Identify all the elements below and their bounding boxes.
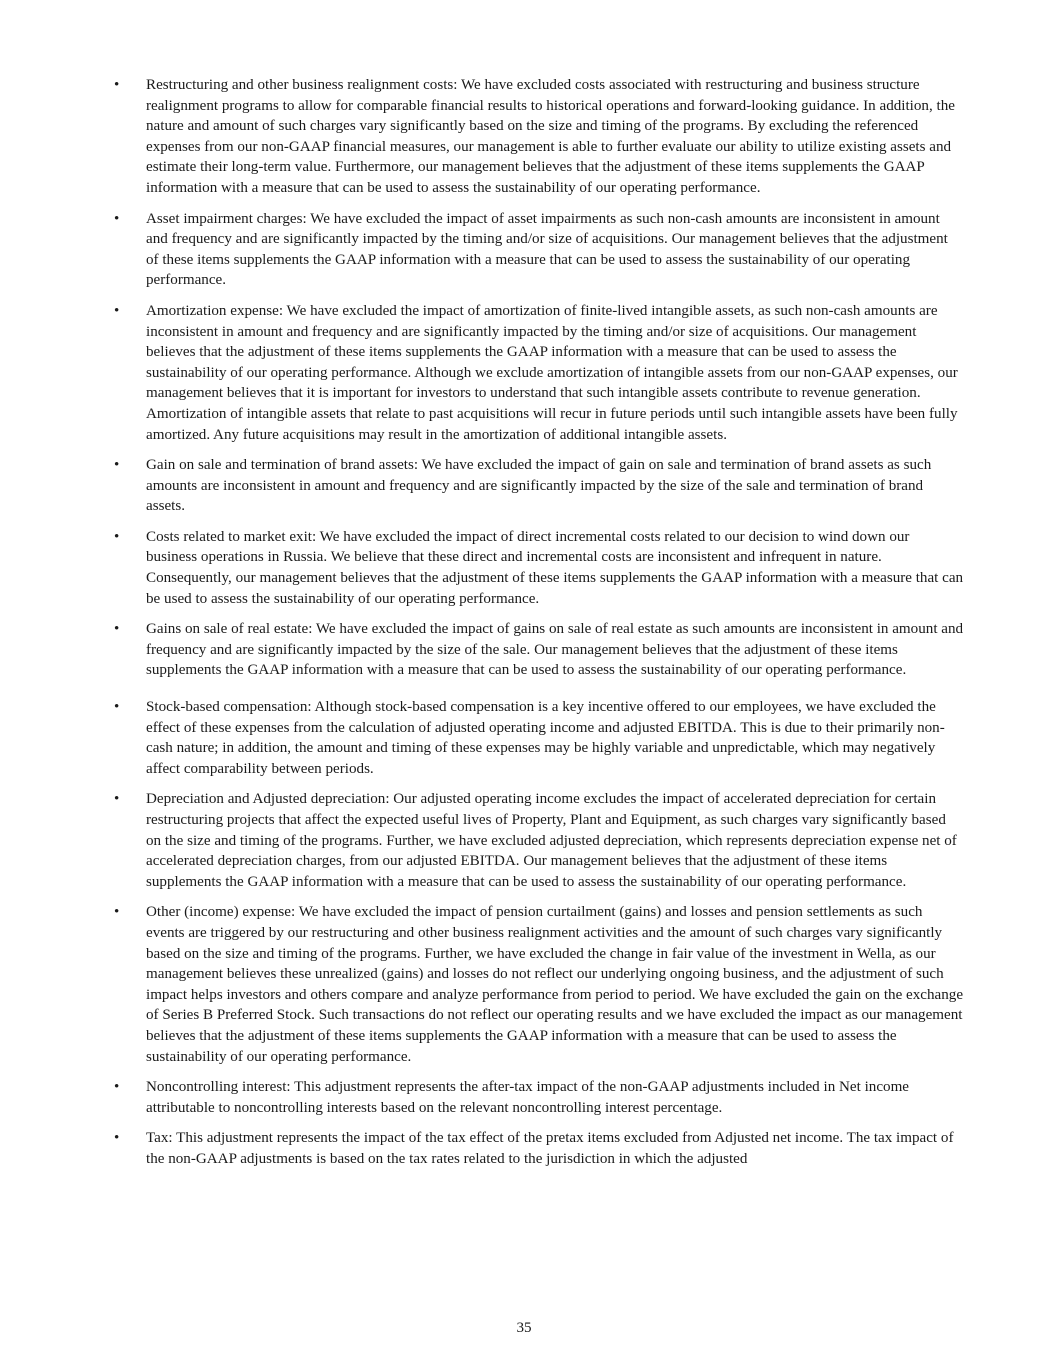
bullet-marker: • — [114, 1079, 120, 1096]
bullet-marker: • — [114, 621, 120, 638]
list-item — [114, 1077, 964, 1118]
bullet-marker: • — [114, 528, 120, 545]
item-text: Amortization expense: We have excluded the impact of amortization of finite-lived intangible assets, as such non-cash amounts are inconsistent in amount and frequency and are significantly impacted by the timing and/or size of acquisitions. Our management believes that the adjustment of these items supplements the GAAP information with a measure that can be used to assess the sustainability of our operating performance. Although we exclude amortization of intangible assets from our non-GAAP expenses, our management believes that it is important for investors to understand that such intangible assets contribute to revenue generation. Amortization of intangible assets that relate to past acquisitions will recur in future periods until such intangible assets have been fully amortized. Any future acquisitions may result in the amortization of additional intangible assets. — [146, 302, 958, 443]
item-text: Gain on sale and termination of brand assets: We have excluded the impact of gain on sale and termination of brand assets as such amounts are inconsistent in amount and frequency and are significantly impacted by the size of the sale and termination of brand assets. — [146, 457, 932, 515]
list-item — [114, 697, 964, 779]
bullet-marker: • — [114, 457, 120, 474]
item-text: Stock-based compensation: Although stock-based compensation is a key incentive offered to our employees, we have excluded the effect of these expenses from the calculation of adjusted operating income and adjusted EBITDA. This is due to their primarily non-cash nature; in addition, the amount and timing of these expenses may be highly variable and unpredictable, which may negatively affect comparability between periods. — [146, 699, 945, 777]
bullet-marker: • — [114, 791, 120, 808]
item-text: Noncontrolling interest: This adjustment represents the after-tax impact of the non-GAAP adjustments included in Net income attributable to noncontrolling interests based on the relevant noncontrolling interest percentage. — [146, 1079, 910, 1116]
item-text: Restructuring and other business realignment costs: We have excluded costs associated with restructuring and business structure realignment programs to allow for comparable financial results to historical operations and forward-looking guidance. In addition, the nature and amount of such charges vary significantly based on the size and timing of the programs. By excluding the referenced expenses from our non-GAAP financial measures, our management is able to further evaluate our ability to utilize existing assets and estimate their long-term value. Furthermore, our management believes that the adjustment of these items supplements the GAAP information with a measure that can be used to assess the sustainability of our operating performance. — [146, 77, 955, 196]
bullet-marker: • — [114, 699, 120, 716]
item-text: Tax: This adjustment represents the impact of the tax effect of the pretax items excluded from Adjusted net income. The tax impact of the non-GAAP adjustments is based on the tax rates related to the jurisdiction in which the adjusted — [146, 1130, 954, 1167]
list-item — [114, 789, 964, 892]
list-item — [114, 75, 964, 199]
bullet-marker: • — [114, 77, 120, 93]
item-text: Other (income) expense: We have excluded the impact of pension curtailment (gains) and losses and pension settlements as such events are triggered by our restructuring and other business realignment activities and the amount of such charges vary significantly based on the size and timing of the programs. Further, we have excluded the change in fair value of the investment in Wella, as our management believes these unrealized (gains) and losses do not reflect our underlying ongoing business, and the adjustment of such impact helps investors and others compare and analyze performance from period to period. We have excluded the gain on the exchange of Series B Preferred Stock. Such transactions do not reflect our operating results and we have excluded the impact as our management believes that the adjustment of these items supplements the GAAP information with a measure that can be used to assess the sustainability of our operating performance. — [146, 904, 964, 1065]
bullet-marker: • — [114, 210, 120, 227]
list-item — [114, 619, 964, 681]
item-text: Costs related to market exit: We have excluded the impact of direct incremental costs related to our decision to wind down our business operations in Russia. We believe that these direct and incremental costs are inconsistent and infrequent in nature. Consequently, our management believes that the adjustment of these items supplements the GAAP information with a measure that can be used to assess the sustainability of our operating performance. — [146, 528, 964, 607]
bullet-marker: • — [114, 1130, 120, 1147]
list-item — [114, 527, 964, 609]
item-text: Asset impairment charges: We have excluded the impact of asset impairments as such non-cash amounts are inconsistent in amount and frequency and are significantly impacted by the timing and/or size of acquisitions. Our management believes that the adjustment of these items supplements the GAAP information with a measure that can be used to assess the sustainability of our operating performance. — [146, 210, 948, 289]
bullet-marker: • — [114, 904, 120, 921]
item-text: Gains on sale of real estate: We have excluded the impact of gains on sale of real estate as such amounts are inconsistent in amount and frequency and are significantly impacted by the size of the sale. Our management believes that the adjustment of these items supplements the GAAP information with a measure that can be used to assess the sustainability of our operating performance. — [146, 621, 964, 679]
list-item — [114, 209, 964, 291]
item-text: Depreciation and Adjusted depreciation: Our adjusted operating income excludes the impact of accelerated depreciation for certain restructuring projects that affect the expected useful lives of Property, Plant and Equipment, as such charges vary significantly based on the size and timing of the programs. Further, we have excluded adjusted depreciation, which represents depreciation expense net of accelerated depreciation charges, from our adjusted EBITDA. Our management believes that the adjustment of these items supplements the GAAP information with a measure that can be used to assess the sustainability of our operating performance. — [146, 791, 957, 890]
bullet-marker: • — [114, 302, 120, 319]
list-item — [114, 1128, 964, 1169]
page-number: 35 — [516, 1320, 532, 1336]
adjustments-bullet-list — [114, 75, 964, 1180]
list-item — [114, 301, 964, 445]
list-item — [114, 902, 964, 1067]
list-item — [114, 455, 964, 517]
